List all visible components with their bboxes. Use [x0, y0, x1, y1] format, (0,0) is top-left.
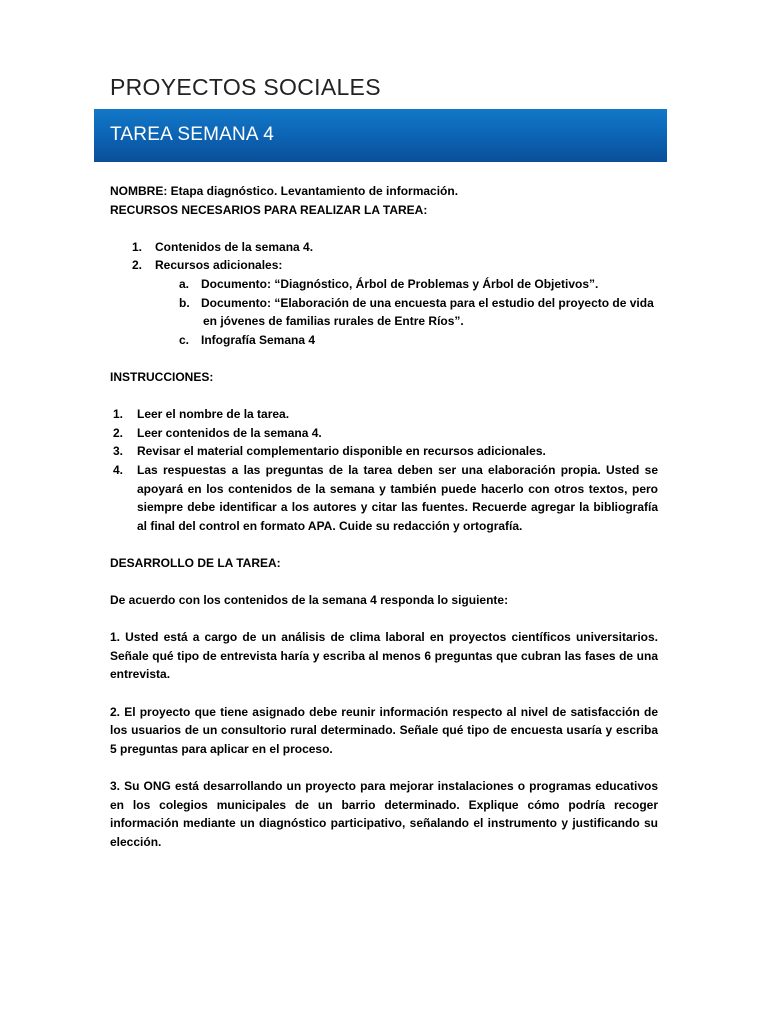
sub-item-num: b.	[179, 295, 190, 310]
course-title: PROYECTOS SOCIALES	[110, 74, 381, 100]
instrucciones-item	[110, 442, 658, 461]
instrucciones-item-num: 2.	[113, 425, 124, 440]
recursos-item-num: 1.	[132, 239, 143, 254]
nombre-label: NOMBRE:	[110, 184, 168, 198]
instrucciones-list	[110, 405, 658, 535]
document-body	[110, 182, 658, 851]
instrucciones-item-num: 4.	[113, 462, 124, 477]
recursos-sub-item	[110, 294, 658, 331]
nombre-line	[110, 182, 658, 201]
nombre-value: Etapa diagnóstico. Levantamiento de información.	[167, 184, 459, 198]
sub-item-num: c.	[179, 332, 190, 347]
instrucciones-item-text: Revisar el material complementario disponible en recursos adicionales.	[137, 444, 546, 459]
task-banner	[94, 109, 667, 162]
recursos-item	[110, 238, 658, 257]
banner-title: TAREA SEMANA 4	[110, 124, 275, 145]
desarrollo-heading: DESARROLLO DE LA TAREA:	[110, 555, 281, 570]
recursos-item-text: Contenidos de la semana 4.	[155, 239, 314, 254]
recursos-item	[110, 256, 658, 275]
recursos-sub-item	[110, 331, 658, 350]
sub-item-text-continued: en jóvenes de familias rurales de Entre Ríos”.	[203, 314, 464, 329]
recursos-heading: RECURSOS NECESARIOS PARA REALIZAR LA TAREA:	[110, 202, 428, 217]
question-1: 1. Usted está a cargo de un análisis de clima laboral en proyectos científicos universitarios. Señale qué tipo de entrevista haría y escriba al menos 6 preguntas que cubran las fases de una entrevista.	[110, 630, 658, 682]
instrucciones-item	[110, 424, 658, 443]
instrucciones-item-num: 1.	[113, 407, 124, 422]
recursos-sub-item	[110, 275, 658, 294]
instrucciones-item-text: Leer contenidos de la semana 4.	[137, 425, 322, 440]
instrucciones-item	[110, 405, 658, 424]
instrucciones-item-text: Leer el nombre de la tarea.	[137, 407, 290, 422]
recursos-list	[110, 238, 658, 350]
sub-item-text: Documento: “Diagnóstico, Árbol de Problemas y Árbol de Objetivos”.	[201, 276, 599, 291]
instrucciones-item	[110, 461, 658, 535]
sub-item-num: a.	[179, 276, 190, 291]
instrucciones-item-text: Las respuestas a las preguntas de la tarea deben ser una elaboración propia. Usted se apoyará en los contenidos de la semana y también puede hacerlo con otros textos, pero siempre debe identificar a los autores y citar las fuentes. Recuerde agregar la bibliografía al final del control en formato APA. Cuide su redacción y ortografía.	[137, 462, 658, 533]
instrucciones-heading: INSTRUCCIONES:	[110, 369, 214, 384]
desarrollo-intro: De acuerdo con los contenidos de la semana 4 responda lo siguiente:	[110, 593, 509, 608]
instrucciones-item-num: 3.	[113, 444, 124, 459]
recursos-item-num: 2.	[132, 258, 143, 273]
question-2: 2. El proyecto que tiene asignado debe reunir información respecto al nivel de satisfacción de los usuarios de un consultorio rural determinado. Señale qué tipo de encuesta usaría y escriba 5 preguntas para aplicar en el proceso.	[110, 704, 658, 756]
question-3: 3. Su ONG está desarrollando un proyecto para mejorar instalaciones o programas educativos en los colegios municipales de un barrio determinado. Explique cómo podría recoger información mediante un diagnóstico participativo, señalando el instrumento y justificando su elección.	[110, 779, 658, 849]
recursos-item-text: Recursos adicionales:	[155, 258, 283, 273]
sub-item-text: Infografía Semana 4	[201, 332, 316, 347]
sub-item-text: Documento: “Elaboración de una encuesta para el estudio del proyecto de vida	[201, 295, 654, 310]
